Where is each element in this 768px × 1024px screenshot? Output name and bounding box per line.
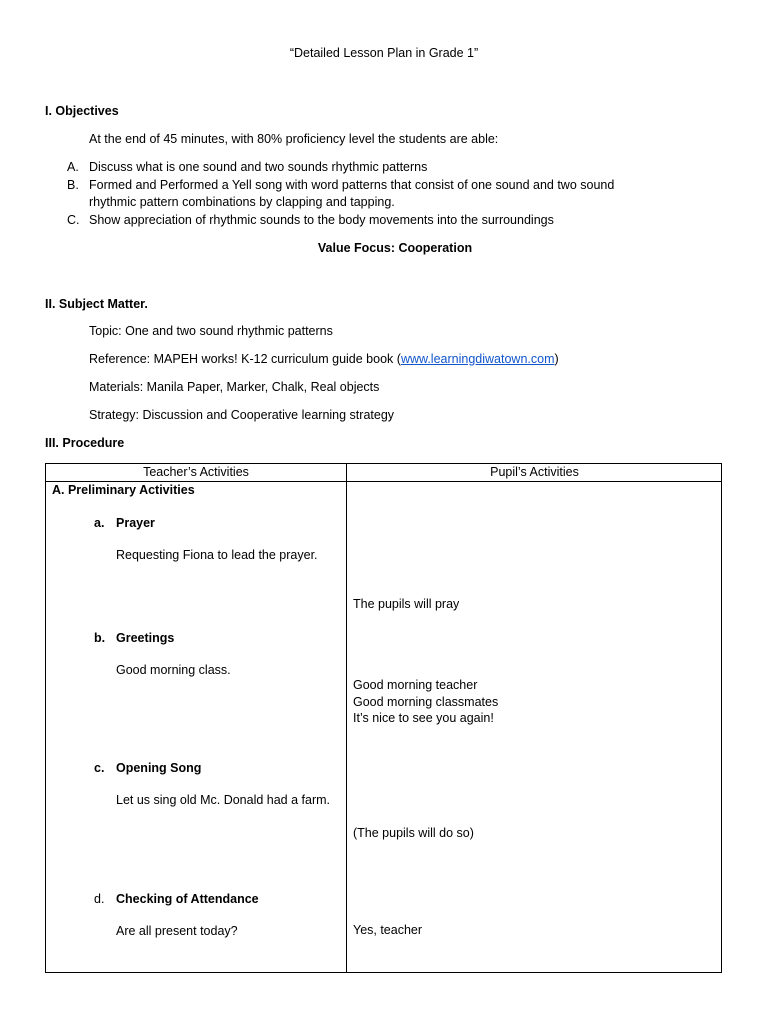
pupil-greetings-line: Good morning teacher	[353, 678, 478, 692]
column-header-teacher: Teacher’s Activities	[143, 465, 249, 479]
section-preliminary-activities: A. Preliminary Activities	[52, 483, 195, 497]
reference-line	[89, 352, 559, 366]
pupil-greetings-line: Good morning classmates	[353, 695, 499, 709]
pupil-attendance-text: Yes, teacher	[353, 923, 423, 937]
pupil-prayer-text: The pupils will pray	[353, 597, 460, 611]
step-title-prayer: Prayer	[116, 516, 155, 530]
objective-text: Show appreciation of rhythmic sounds to the body movements into the surroundings	[89, 213, 554, 227]
topic-line: Topic: One and two sound rhythmic patterns	[89, 324, 333, 338]
objectives-heading: I. Objectives	[45, 104, 119, 118]
step-title-greetings: Greetings	[116, 631, 175, 645]
step-letter: a.	[94, 516, 105, 530]
subject-matter-heading: II. Subject Matter.	[45, 297, 148, 311]
step-letter: b.	[94, 631, 106, 645]
reference-link[interactable]: www.learningdiwatown.com	[400, 352, 555, 366]
teacher-opening-song-text: Let us sing old Mc. Donald had a farm.	[116, 793, 331, 807]
step-title-checking-of-attendance: Checking of Attendance	[116, 892, 259, 906]
objective-item-c	[67, 213, 554, 227]
step-letter: c.	[94, 761, 105, 775]
objective-letter: B.	[67, 178, 79, 192]
objective-item-b	[67, 178, 614, 192]
objective-text: Discuss what is one sound and two sounds rhythmic patterns	[89, 160, 428, 174]
objectives-intro: At the end of 45 minutes, with 80% proficiency level the students are able:	[89, 132, 499, 146]
document-title: “Detailed Lesson Plan in Grade 1”	[289, 46, 479, 60]
table-column-divider	[346, 464, 347, 972]
objective-text-continuation: rhythmic pattern combinations by clapping and tapping.	[89, 195, 395, 209]
reference-prefix: Reference: MAPEH works! K-12 curriculum guide book (	[89, 352, 401, 366]
table-header-divider	[46, 481, 721, 482]
pupil-opening-song-text: (The pupils will do so)	[353, 826, 474, 840]
procedure-table	[45, 463, 722, 973]
materials-line: Materials: Manila Paper, Marker, Chalk, Real objects	[89, 380, 380, 394]
teacher-greetings-text: Good morning class.	[116, 663, 231, 677]
column-header-pupil: Pupil’s Activities	[490, 465, 579, 479]
objective-letter: A.	[67, 160, 79, 174]
procedure-heading: III. Procedure	[45, 436, 125, 450]
objective-text: Formed and Performed a Yell song with word patterns that consist of one sound and two sound	[89, 178, 615, 192]
value-focus: Value Focus: Cooperation	[317, 241, 473, 255]
reference-suffix: )	[554, 352, 559, 366]
step-title-opening-song: Opening Song	[116, 761, 202, 775]
objective-letter: C.	[67, 213, 80, 227]
objective-item-a	[67, 160, 427, 174]
teacher-prayer-text: Requesting Fiona to lead the prayer.	[116, 548, 318, 562]
step-letter: d.	[94, 892, 105, 906]
pupil-greetings-line: It’s nice to see you again!	[353, 711, 494, 725]
teacher-attendance-text: Are all present today?	[116, 924, 238, 938]
strategy-line: Strategy: Discussion and Cooperative learning strategy	[89, 408, 395, 422]
